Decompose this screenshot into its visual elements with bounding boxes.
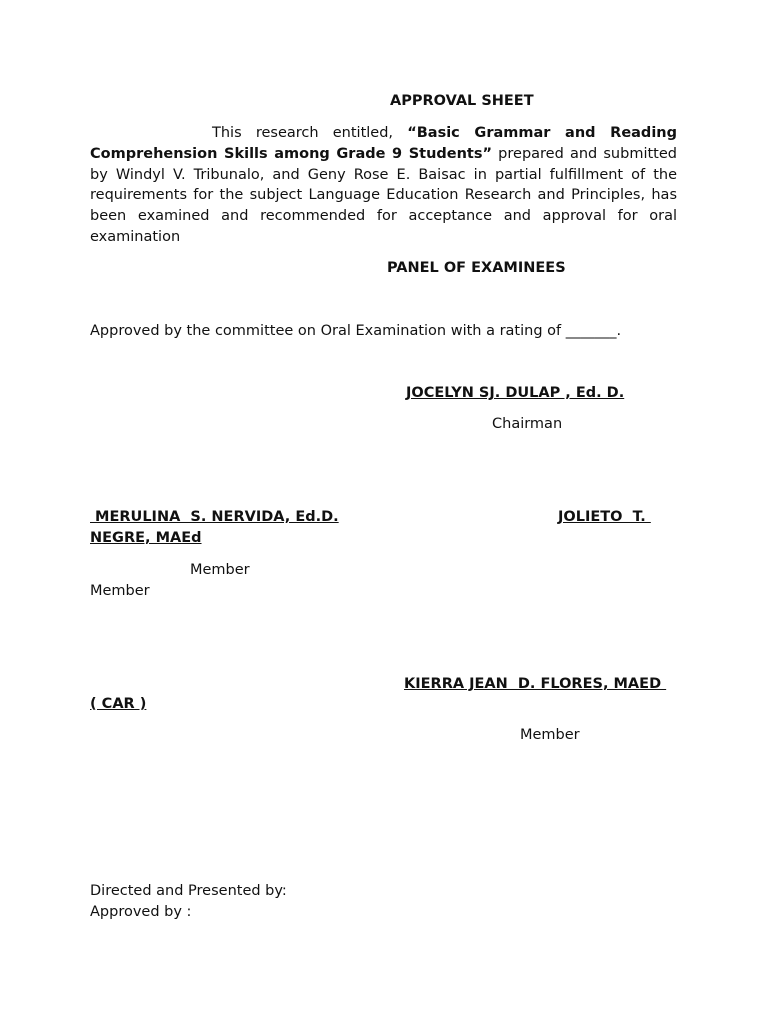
directed-presented-label: Directed and Presented by:	[90, 883, 287, 899]
approved-by-label: Approved by :	[90, 904, 192, 920]
research-title: “Basic Grammar and Reading Comprehension Skills among Grade 9 Students”	[90, 125, 677, 162]
page-title: APPROVAL SHEET	[390, 93, 534, 109]
member2-name-part2: NEGRE, MAEd	[90, 530, 202, 546]
intro-rest: prepared and submitted by Windyl V. Tribunalo, and Geny Rose E. Baisac in partial fulfillment of the requirements for the subject Language Education Research and Principles, has been examined and recommended for acceptance and approval for oral examination	[90, 145, 677, 245]
intro-lead: This research entitled,	[212, 125, 408, 141]
member1-name: MERULINA S. NERVIDA, Ed.D.	[90, 509, 339, 525]
member2-role: Member	[90, 583, 150, 599]
member3-name-part1: KIERRA JEAN D. FLORES, MAED	[404, 676, 667, 692]
panel-heading: PANEL OF EXAMINEES	[387, 260, 566, 276]
chairman-name: JOCELYN SJ. DULAP , Ed. D.	[406, 385, 625, 401]
member1-role: Member	[190, 562, 250, 578]
intro-paragraph	[90, 123, 677, 248]
chairman-role: Chairman	[492, 416, 563, 432]
member2-name-part1: JOLIETO T.	[558, 509, 651, 525]
member3-name-part2: ( CAR )	[90, 696, 147, 712]
member3-role: Member	[520, 727, 580, 743]
approved-rating-line: Approved by the committee on Oral Examination with a rating of _______.	[90, 323, 622, 339]
